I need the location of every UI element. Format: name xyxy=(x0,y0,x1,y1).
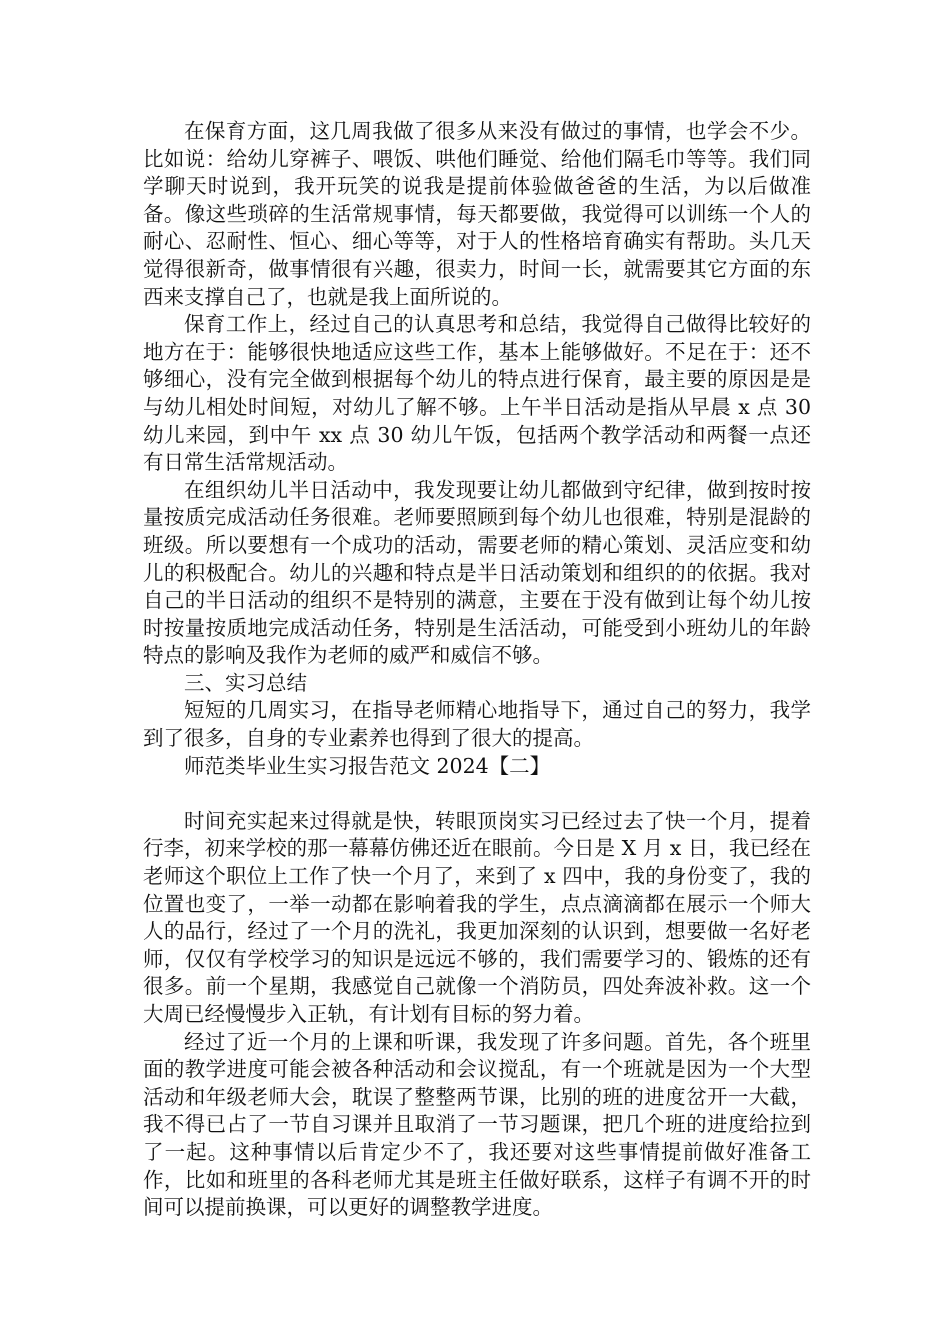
paragraph-childcare-experience: 在保育方面，这几周我做了很多从来没有做过的事情，也学会不少。比如说：给幼儿穿裤子、喂饭、哄他们睡觉、给他们隔毛巾等等。我们同学聊天时说到，我开玩笑的说我是提前体验做爸爸的生活，为以后做准备。像这些琐碎的生活常规事情，每天都要做，我觉得可以训练一个人的耐心、忍耐性、恒心、细心等等，对于人的性格培育确实有帮助。头几天觉得很新奇，做事情很有兴趣，很卖力，时间一长，就需要其它方面的东西来支撑自己了，也就是我上面所说的。 xyxy=(143,119,811,309)
section-heading-internship-summary: 三、实习总结 xyxy=(184,670,307,695)
blank-line xyxy=(143,780,811,808)
paragraph-half-day-activity: 在组织幼儿半日活动中，我发现要让幼儿都做到守纪律，做到按时按量按质完成活动任务很难。老师要照顾到每个幼儿也很难，特别是混龄的班级。所以要想有一个成功的活动，需要老师的精心策划、灵活应变和幼儿的积极配合。幼儿的兴趣和特点是半日活动策划和组织的的依据。我对自己的半日活动的组织不是特别的满意，主要在于没有做到让每个幼儿按时按量按质地完成活动任务，特别是生活活动，可能受到小班幼儿的年龄特点的影响及我作为老师的威严和威信不够。 xyxy=(143,477,811,668)
document-page xyxy=(143,118,811,1222)
article-title-part-two: 师范类毕业生实习报告范文 2024【二】 xyxy=(184,753,551,778)
paragraph-childcare-reflection: 保育工作上，经过自己的认真思考和总结，我觉得自己做得比较好的地方在于：能够很快地适应这些工作，基本上能够做好。不足在于：还不够细心，没有完全做到根据每个幼儿的特点进行保育，最主要的原因是是与幼儿相处时间短，对幼儿了解不够。上午半日活动是指从早晨 x 点 30 幼儿来园，到中午 xx 点 30 幼儿午饭，包括两个教学活动和两餐一点还有日常生活常规活动。 xyxy=(143,312,811,475)
paragraph-summary: 短短的几周实习，在指导老师精心地指导下，通过自己的努力，我学到了很多，自身的专业素养也得到了很大的提高。 xyxy=(143,698,811,751)
paragraph-teaching-progress: 经过了近一个月的上课和听课，我发现了许多问题。首先，各个班里面的教学进度可能会被各种活动和会议搅乱，有一个班就是因为一个大型活动和年级老师大会，耽误了整整两节课，比别的班的进度岔开一大截，我不得已占了一节自习课并且取消了一节习题课，把几个班的进度给拉到了一起。这种事情以后肯定少不了，我还要对这些事情提前做好准备工作，比如和班里的各科老师尤其是班主任做好联系，这样子有调不开的时间可以提前换课，可以更好的调整教学进度。 xyxy=(143,1029,811,1220)
paragraph-first-month: 时间充实起来过得就是快，转眼顶岗实习已经过去了快一个月，提着行李，初来学校的那一幕幕仿佛还近在眼前。今日是 X 月 x 日，我已经在老师这个职位上工作了快一个月了，来到了 x 四中，我的身份变了，我的位置也变了，一举一动都在影响着我的学生，点点滴滴都在展示一个师大人的品行，经过了一个月的洗礼，我更加深刻的认识到，想要做一名好老师，仅仅有学校学习的知识是远远不够的，我们需要学习的、锻炼的还有很多。前一个星期，我感觉自己就像一个消防员，四处奔波补救。这一个大周已经慢慢步入正轨，有计划有目标的努力着。 xyxy=(143,808,811,1026)
